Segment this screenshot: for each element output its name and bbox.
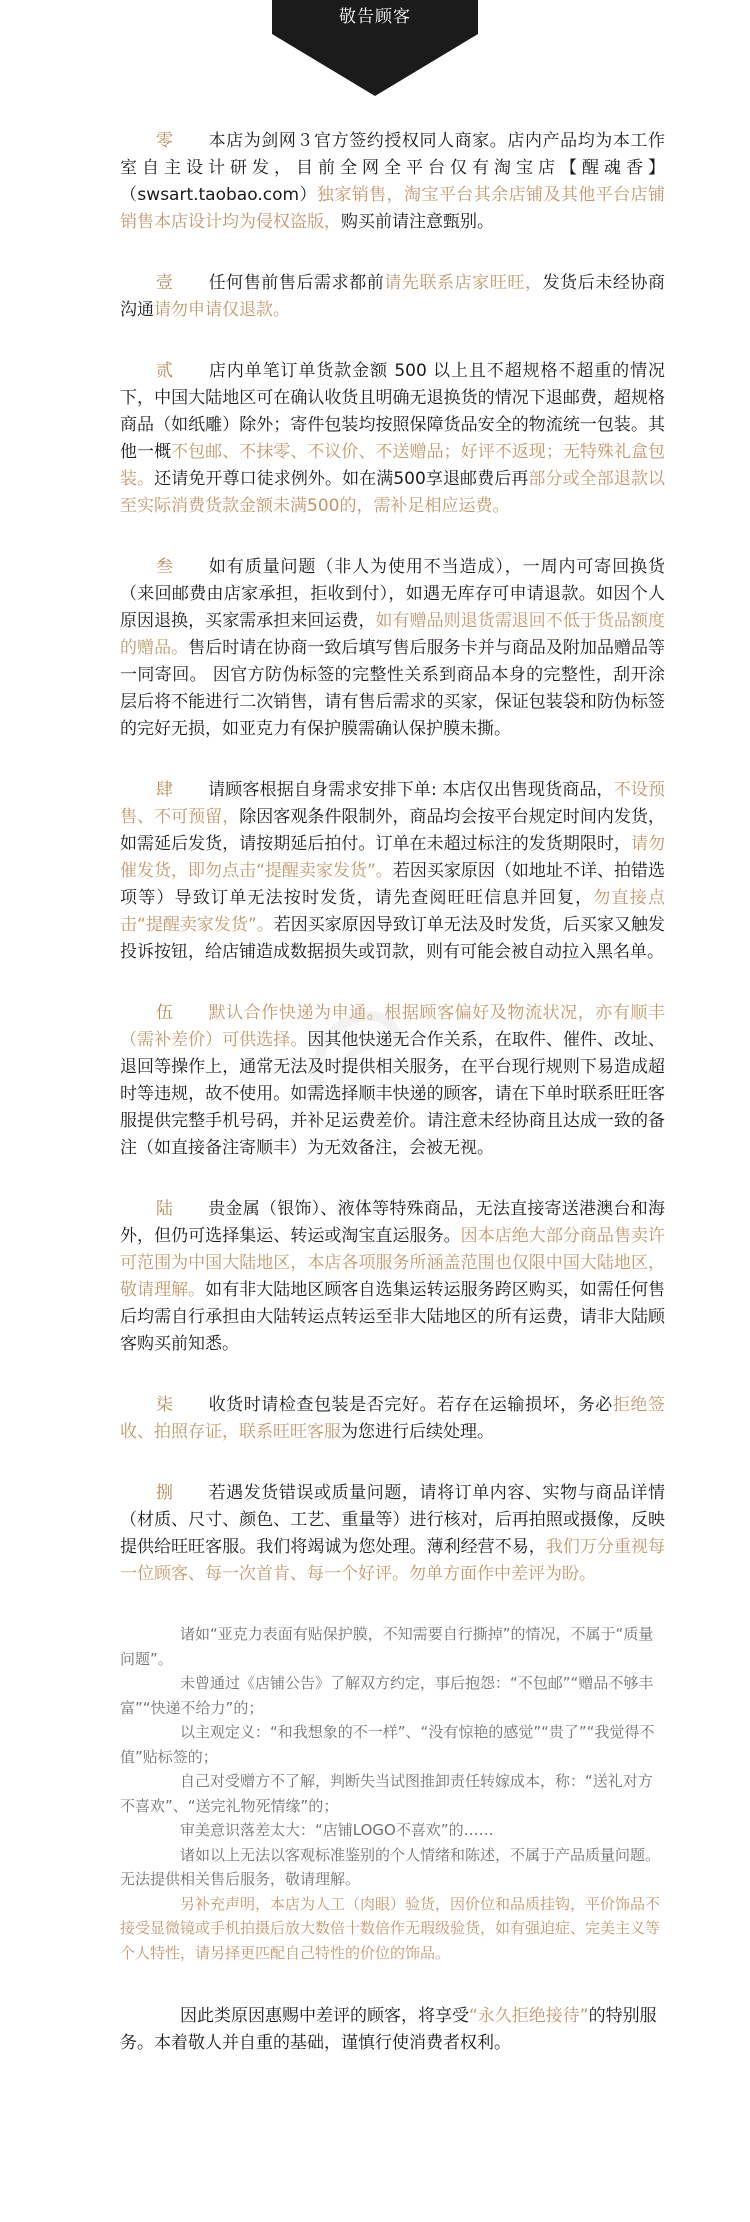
body-text: 若因买家原因（如地址不详、拍错选项等）导致订单无法按时发货，请先查阅旺旺信息并回复， bbox=[120, 861, 666, 908]
body-text: 除因客观条件限制外，商品均会按平台规定时间内发货，如需延后发货，请按期延后拍付。订单在未超过标注的发货期限时， bbox=[120, 807, 666, 854]
note-item bbox=[120, 1892, 665, 1966]
notice-section bbox=[120, 554, 665, 743]
note-item bbox=[120, 1720, 665, 1769]
body-text: 因此类原因惠赐中差评的顾客，将享受 bbox=[180, 2006, 469, 2026]
section-number: 零 bbox=[156, 131, 173, 151]
body-text: 售后时请在协商一致后填写售后服务卡并与商品及附加品赠品等一同寄回。 因官方防伪标签的完整性关系到商品本身的完整性，刮开涂层后将不能进行二次销售，请有售后需求的买家，保证包装袋和防伪标签的完好无损，如亚克力有保护膜需确认保护膜未撕。 bbox=[120, 638, 666, 739]
note-item bbox=[120, 1622, 665, 1671]
section-number: 肆 bbox=[156, 780, 173, 800]
note-text: 诸如“亚克力表面有贴保护膜，不知需要自行撕掉”的情况，不属于“质量问题”。 bbox=[120, 1625, 654, 1668]
note-text: 诸如以上无法以客观标准鉴别的个人情绪和陈述，不属于产品质量问题。无法提供相关售后服务，敬请理解。 bbox=[120, 1845, 661, 1888]
note-item bbox=[120, 1769, 665, 1818]
section-number: 柒 bbox=[156, 1395, 173, 1415]
highlighted-text: 默认合作快递为申通。根据顾客偏好及物流状况，亦有顺丰（需补差价）可供选择。 bbox=[120, 1003, 665, 1050]
notice-section bbox=[120, 1392, 665, 1446]
body-text: 还请免开尊口徒求例外。如在满500享退邮费后再 bbox=[154, 469, 529, 489]
highlighted-text: 我们万分重视每一位顾客、每一次首肯、每一个好评。勿单方面作中差评为盼。 bbox=[120, 1537, 666, 1584]
notice-section bbox=[120, 128, 665, 236]
note-text: 自己对受赠方不了解，判断失当试图推卸责任转嫁成本，称：“送礼对方不喜欢”、“送完礼物死情缘”的； bbox=[120, 1772, 653, 1815]
highlighted-text: 勿直接点击“提醒卖家发货”。 bbox=[120, 888, 666, 935]
exclusion-notes bbox=[120, 1622, 665, 1965]
body-text: 若遇发货错误或质量问题，请将订单内容、实物与商品详情（材质、尺寸、颜色、工艺、重量等）进行核对，后再拍照或摄像，反映提供给旺旺客服。我们将竭诚为您处理。薄利经营不易， bbox=[120, 1483, 665, 1557]
note-text: 以主观定义：“和我想象的不一样”、“没有惊艳的感觉”“贵了”“我觉得不值”贴标签的； bbox=[120, 1723, 655, 1766]
highlighted-text: 不设预售、不可预留， bbox=[120, 780, 666, 827]
closing-statement bbox=[120, 2003, 665, 2057]
notice-section bbox=[120, 777, 665, 966]
highlighted-text: 部分或全部退款以至实际消费货款金额未满500的，需补足相应运费。 bbox=[120, 469, 666, 516]
section-number: 陆 bbox=[156, 1199, 173, 1219]
body-text: 收货时请检查包装是否完好。若存在运输损坏，务必 bbox=[208, 1395, 613, 1415]
banner-title: 敬告顾客 bbox=[339, 7, 411, 27]
section-number: 伍 bbox=[156, 1003, 173, 1023]
highlighted-text: 不包邮、不抹零、不议价、不送赠品；好评不返现；无特殊礼盒包装。 bbox=[120, 442, 666, 489]
note-text: 审美意识落差太大：“店铺LOGO不喜欢”的…… bbox=[180, 1821, 494, 1839]
body-text: 本店为剑网３官方签约授权同人商家。店内产品均为本工作室自主设计研发，目前全网全平台仅有淘宝店【醒魂香】（swsart.taobao.com） bbox=[120, 131, 665, 205]
body-text: 如有质量问题（非人为使用不当造成），一周内可寄回换货（来回邮费由店家承担，拒收到付），如遇无库存可申请退款。如因个人原因退换，买家需承担来回运费， bbox=[120, 557, 665, 631]
section-number: 壹 bbox=[156, 273, 173, 293]
highlighted-text: 请勿催发货，即勿点击“提醒卖家发货”。 bbox=[120, 834, 666, 881]
notice-section bbox=[120, 1196, 665, 1358]
body-text: 请顾客根据自身需求安排下单: 本店仅出售现货商品， bbox=[208, 780, 614, 800]
highlighted-text: 因本店绝大部分商品售卖许可范围为中国大陆地区，本店各项服务所涵盖范围也仅限中国大陆地区，敬请理解。 bbox=[120, 1226, 666, 1300]
body-text: 为您进行后续处理。 bbox=[341, 1422, 494, 1442]
highlighted-text: 另补充声明，本店为人工（肉眼）验货，因价位和品质挂钩，平价饰品不接受显微镜或手机拍摄后放大数倍十数倍作无瑕级验货，如有强迫症、完美主义等个人特性，请另择更匹配自己特性的价位的饰品。 bbox=[120, 1894, 661, 1962]
highlighted-text: 独家销售，淘宝平台其余店铺及其他平台店铺销售本店设计均为侵权盗版， bbox=[120, 185, 665, 232]
body-text: 贵金属（银饰）、液体等特殊商品，无法直接寄送港澳台和海外，但仍可选择集运、转运或淘宝直运服务。 bbox=[120, 1199, 665, 1246]
notice-sections bbox=[120, 128, 665, 1588]
highlighted-text: 请先联系店家旺旺， bbox=[384, 273, 543, 293]
notice-section bbox=[120, 1480, 665, 1588]
note-item bbox=[120, 1818, 665, 1843]
section-number: 捌 bbox=[156, 1483, 173, 1503]
note-item bbox=[120, 1671, 665, 1720]
notice-content bbox=[120, 128, 665, 2057]
highlighted-text: 如有赠品则退货需退回不低于货品额度的赠品。 bbox=[120, 611, 665, 658]
notice-section bbox=[120, 358, 665, 520]
note-item bbox=[120, 1843, 665, 1892]
body-text: 的特别服务。本着敬人并自重的基础，谨慎行使消费者权利。 bbox=[120, 2006, 657, 2053]
highlighted-text: 拒绝签收、拍照存证，联系旺旺客服 bbox=[120, 1395, 666, 1442]
section-number: 叁 bbox=[156, 557, 173, 577]
body-text: 店内单笔订单货款金额 500 以上且不超规格不超重的情况下，中国大陆地区可在确认收货且明确无退换货的情况下退邮费，超规格商品（如纸雕）除外；寄件包装均按照保障货品安全的物流统一包装。其他一概 bbox=[120, 361, 665, 462]
notice-section bbox=[120, 270, 665, 324]
body-text: 购买前请注意甄别。 bbox=[341, 212, 494, 232]
body-text: 若因买家原因导致订单无法及时发货，后买家又触发投诉按钮，给店铺造成数据损失或罚款，则有可能会被自动拉入黑名单。 bbox=[120, 915, 665, 962]
body-text: 如有非大陆地区顾客自选集运转运服务跨区购买，如需任何售后均需自行承担由大陆转运点转运至非大陆地区的所有运费，请非大陆顾客购买前知悉。 bbox=[120, 1280, 666, 1354]
highlighted-text: 请勿申请仅退款。 bbox=[154, 300, 290, 320]
body-text: 因其他快递无合作关系，在取件、催件、改址、退回等操作上，通常无法及时提供相关服务，在平台现行规则下易造成超时等违规，故不使用。如需选择顺丰快递的顾客，请在下单时联系旺旺客服提供完整手机号码，并补足运费差价。请注意未经协商且达成一致的备注（如直接备注寄顺丰）为无效备注，会被无视。 bbox=[120, 1030, 666, 1158]
body-text: 任何售前售后需求都前 bbox=[208, 273, 385, 293]
note-text: 未曾通过《店铺公告》了解双方约定，事后抱怨：“不包邮”“赠品不够丰富”“快递不给力”的； bbox=[120, 1674, 654, 1717]
section-number: 贰 bbox=[156, 361, 173, 381]
notice-section bbox=[120, 1000, 665, 1162]
highlighted-text: “永久拒绝接待” bbox=[469, 2006, 589, 2026]
body-text: 发货后未经协商沟通 bbox=[120, 273, 666, 320]
header-banner-tip bbox=[272, 34, 478, 96]
